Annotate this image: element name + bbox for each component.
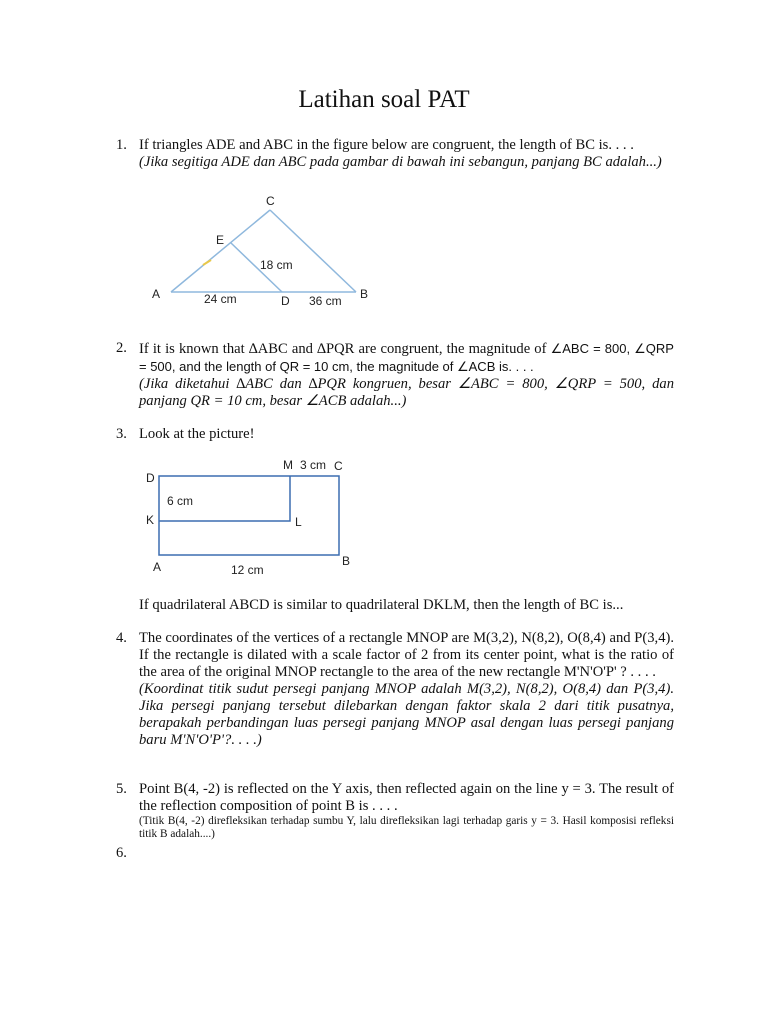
question-number: 3.	[116, 426, 127, 442]
question-text-id: (Jika diketahui ∆ABC dan ∆PQR kongruen, besar ∠ABC = 800, ∠QRP = 500, dan panjang QR = 10 cm, besar ∠ACB adalah...)	[139, 376, 674, 409]
question-number: 1.	[116, 137, 127, 153]
question-1	[116, 137, 674, 171]
question-number: 6.	[116, 845, 127, 861]
label-c: C	[334, 459, 343, 473]
length-ad: 24 cm	[204, 292, 237, 306]
question-text-en: If it is known that ∆ABC and ∆PQR are congruent, the magnitude of ∠ABC = 800, ∠QRP = 500, and the length of QR = 10 cm, the magnitude of ∠ACB is. . . .	[139, 341, 674, 374]
label-l: L	[295, 515, 302, 529]
question-number: 2.	[116, 340, 127, 356]
length-ab: 12 cm	[231, 563, 264, 577]
question-text-en: Point B(4, -2) is reflected on the Y axis, then reflected again on the line y = 3. The result of the reflection composition of point B is . . . .	[139, 781, 674, 814]
rectangle-abcd	[159, 476, 339, 555]
question-5	[116, 781, 674, 841]
label-m: M	[283, 458, 293, 472]
question-text-id: (Titik B(4, -2) direfleksikan terhadap sumbu Y, lalu direfleksikan lagi terhadap garis y = 3. Hasil komposisi refleksi titik B adalah....)	[139, 815, 674, 840]
question-text-en: Look at the picture!	[139, 426, 255, 442]
tick-mark	[203, 260, 211, 265]
side-ac	[171, 210, 270, 292]
question-number: 4.	[116, 630, 127, 646]
label-c: C	[266, 194, 275, 208]
triangle-lines	[171, 210, 356, 292]
question-3	[116, 426, 674, 443]
page-title: Latihan soal PAT	[298, 86, 470, 113]
question-4	[116, 630, 674, 749]
label-a: A	[152, 287, 161, 301]
length-ed: 18 cm	[260, 258, 293, 272]
label-b: B	[342, 554, 351, 568]
label-a: A	[153, 560, 162, 574]
length-mc: 3 cm	[300, 458, 327, 472]
question-text-id: (Jika segitiga ADE dan ABC pada gambar di bawah ini sebangun, panjang BC adalah...)	[139, 154, 662, 170]
question-2	[116, 340, 674, 410]
question-text-en: The coordinates of the vertices of a rectangle MNOP are M(3,2), N(8,2), O(8,4) and P(3,4). If the rectangle is dilated with a scale factor of 2 from its center point, what is the ratio of the area of the original MNOP rectangle to the area of the new rectangle M'N'O'P' ? . . . .	[139, 630, 674, 680]
question-3-prompt	[116, 597, 674, 614]
label-d: D	[146, 471, 155, 485]
label-k: K	[146, 513, 155, 527]
side-cb	[270, 210, 356, 292]
length-dk: 6 cm	[167, 494, 194, 508]
rectangle-dklm	[159, 476, 290, 521]
question-number: 5.	[116, 781, 127, 797]
question-text-en: If quadrilateral ABCD is similar to quadrilateral DKLM, then the length of BC is...	[139, 597, 624, 613]
question-text-id: (Koordinat titik sudut persegi panjang MNOP adalah M(3,2), N(8,2), O(8,4) dan P(3,4). Jika persegi panjang tersebut dilebarkan dengan faktor skala 2 dari titik pusatnya, berapakah perbandingan luas persegi panjang MNOP asal dengan luas persegi panjang baru M'N'O'P'?. . . .)	[139, 681, 674, 748]
label-d: D	[281, 294, 290, 308]
segment-ed	[231, 243, 282, 292]
length-db: 36 cm	[309, 294, 342, 308]
label-b: B	[360, 287, 369, 301]
question-text-en: If triangles ADE and ABC in the figure below are congruent, the length of BC is. . . .	[139, 137, 634, 153]
label-e: E	[216, 233, 225, 247]
